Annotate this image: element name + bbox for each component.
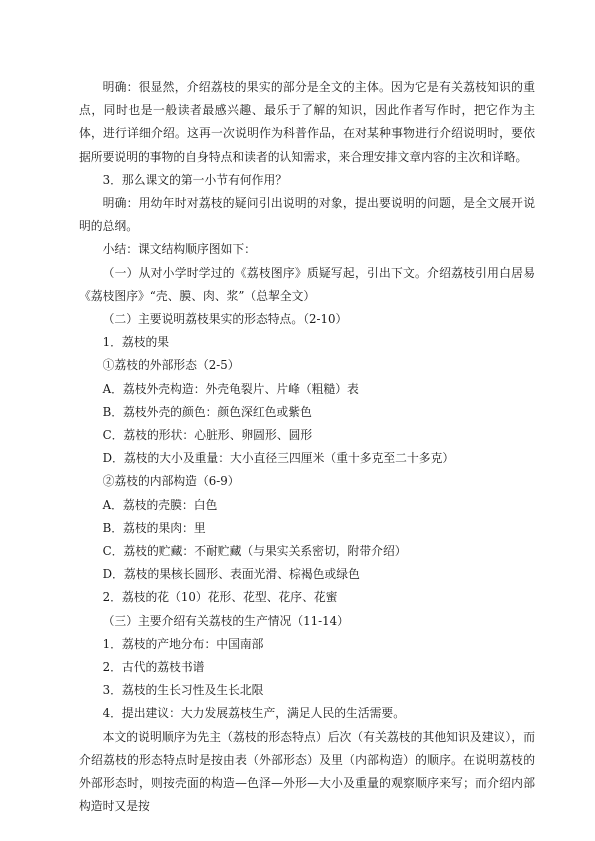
paragraph-5: （一）从对小学时学过的《荔枝图序》质疑写起，引出下文。介绍荔枝引用白居易《荔枝图序》“壳、膜、肉、浆”（总挈全文）: [79, 265, 535, 303]
paragraph-8: ①荔枝的外部形态（2-5）: [102, 358, 240, 373]
paragraph-1: 明确：很显然，介绍荔枝的果实的部分是全文的主体。因为它是有关荔枝知识的重点，同时也是一般读者最感兴趣、最乐于了解的知识，因此作者写作时，把它作为主体，进行详细介绍。这再一次说明作为科普作品，在对某种事物进行介绍说明时，要依据所要说明的事物的自身特点和读者的认知需求，来合理安排文章内容的主次和详略。: [79, 80, 535, 164]
paragraph-13: ②荔枝的内部构造（6-9）: [102, 474, 240, 489]
paragraph-7: 1．荔枝的果: [102, 335, 170, 350]
paragraph-23: 4．提出建议：大力发展荔枝生产，满足人民的生活需要。: [102, 706, 406, 721]
paragraph-22: 3．荔枝的生长习性及生长北限: [102, 683, 264, 698]
paragraph-6: （二）主要说明荔枝果实的形态特点。（2-10）: [102, 312, 348, 327]
paragraph-15: B．荔枝的果肉：里: [102, 520, 206, 535]
paragraph-12: D．荔枝的大小及重量：大小直径三四厘米（重十多克至二十多克）: [102, 451, 455, 466]
document-page: [79, 76, 535, 819]
paragraph-10: B．荔枝外壳的颜色：颜色深红色或紫色: [102, 404, 312, 419]
paragraph-19: （三）主要介绍有关荔枝的生产情况（11-14）: [102, 613, 349, 628]
paragraph-21: 2．古代的荔枝书谱: [102, 660, 205, 675]
paragraph-20: 1．荔枝的产地分布：中国南部: [102, 636, 264, 651]
paragraph-17: D．荔枝的果核长圆形、表面光滑、棕褐色或绿色: [102, 567, 360, 582]
paragraph-24: 本文的说明顺序为先主（荔枝的形态特点）后次（有关荔枝的其他知识及建议），而介绍荔枝的形态特点时是按由表（外部形态）及里（内部构造）的顺序。在说明荔枝的外部形态时，则按壳面的构造—色泽—外形—大小及重量的观察顺序来写；而介绍内部构造时又是按: [79, 729, 535, 814]
paragraph-2: 3．那么课文的第一小节有何作用？: [102, 172, 288, 187]
paragraph-3: 明确：用幼年时对荔枝的疑问引出说明的对象，提出要说明的问题，是全文展开说明的总纲。: [79, 196, 535, 234]
paragraph-16: C．荔枝的贮藏：不耐贮藏（与果实关系密切，附带介绍）: [102, 544, 407, 559]
paragraph-4: 小结：课文结构顺序图如下：: [102, 242, 256, 257]
paragraph-14: A．荔枝的壳膜：白色: [102, 497, 218, 512]
paragraph-11: C．荔枝的形状：心脏形、卵圆形、圆形: [102, 428, 313, 443]
paragraph-9: A．荔枝外壳构造：外壳龟裂片、片峰（粗糙）表: [102, 381, 359, 396]
paragraph-18: 2．荔枝的花（10）花形、花型、花序、花蜜: [102, 590, 338, 605]
